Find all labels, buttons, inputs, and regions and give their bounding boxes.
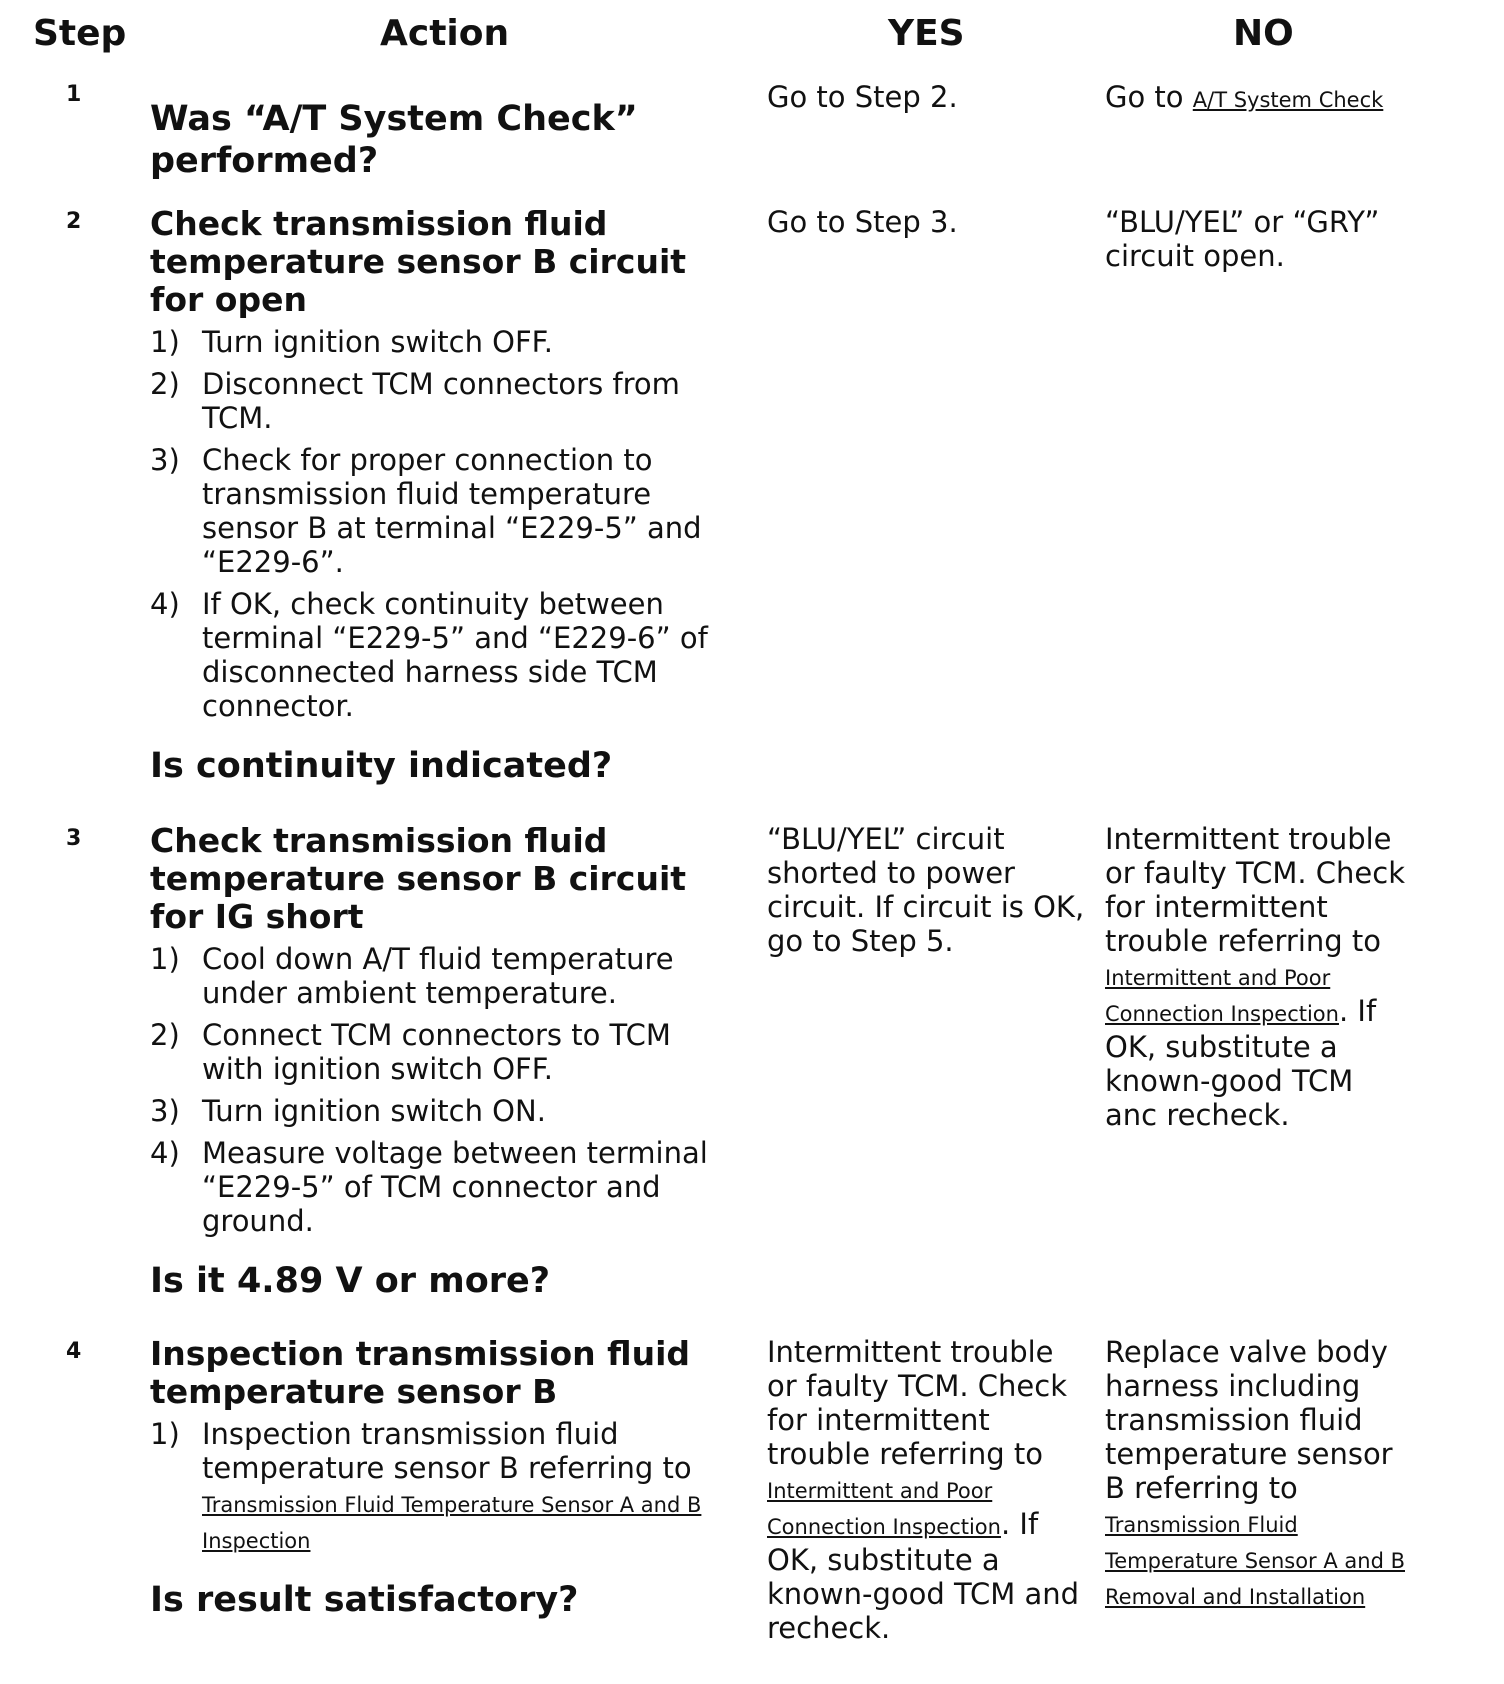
no-cell [1105, 822, 1413, 1132]
list-item: 4) If OK, check continuity between terminal “E229-5” and “E229-6” of disconnected harness side TCM connector. [150, 587, 708, 723]
action-title: Check transmission fluid temperature sensor B circuit for open [150, 204, 687, 319]
list-item: 2) Connect TCM connectors to TCM with ignition switch OFF. [150, 1018, 671, 1086]
procedure-list [150, 325, 740, 723]
action-cell [150, 205, 740, 787]
action-question: Is it 4.89 V or more? [150, 1261, 551, 1301]
intermittent-connection-link[interactable]: Intermittent and Poor Connection Inspection [1105, 966, 1339, 1026]
procedure-list [150, 1417, 740, 1557]
list-item: 3) Check for proper connection to transmission fluid temperature sensor B at terminal “E229-5” and “E229-6”. [150, 443, 702, 579]
step-number: 3 [66, 826, 82, 851]
yes-text: Intermittent trouble or faulty TCM. Check for intermittent trouble referring to [767, 1335, 1067, 1471]
header-no: NO [1233, 13, 1294, 54]
header-yes: YES [888, 13, 965, 54]
header-action: Action [380, 13, 510, 54]
action-cell [150, 98, 740, 182]
action-title: Check transmission fluid temperature sensor B circuit for IG short [150, 821, 687, 936]
no-text: Replace valve body harness including transmission fluid temperature sensor B referring to [1105, 1335, 1393, 1505]
header-step: Step [33, 13, 127, 54]
list-item: 4) Measure voltage between terminal “E229-5” of TCM connector and ground. [150, 1136, 708, 1238]
fluid-temp-sensor-removal-link[interactable]: Transmission Fluid Temperature Sensor A and B Removal and Installation [1105, 1513, 1405, 1609]
list-item: 1) Cool down A/T fluid temperature under ambient temperature. [150, 942, 674, 1010]
no-cell: “BLU/YEL” or “GRY” circuit open. [1105, 205, 1380, 273]
procedure-list [150, 942, 740, 1238]
action-cell [150, 1335, 740, 1621]
action-title: Inspection transmission fluid temperature sensor B [150, 1334, 691, 1411]
yes-cell: Go to Step 2. [767, 80, 958, 114]
action-title: Was “A/T System Check” performed? [150, 99, 638, 181]
yes-cell: “BLU/YEL” circuit shorted to power circuit. If circuit is OK, go to Step 5. [767, 822, 1085, 958]
step-number: 4 [66, 1339, 82, 1364]
list-item: 2) Disconnect TCM connectors from TCM. [150, 367, 680, 435]
action-cell [150, 822, 740, 1302]
list-item: 1) Inspection transmission fluid temperature sensor B referring to Transmission Fluid Temperature Sensor A and B Inspection [150, 1417, 702, 1553]
no-text: Intermittent trouble or faulty TCM. Check for intermittent trouble referring to [1105, 822, 1405, 958]
step-number: 2 [66, 209, 82, 234]
yes-text-after: . If OK, substitute a known-good TCM and recheck. [767, 1507, 1080, 1645]
action-question: Is result satisfactory? [150, 1580, 579, 1620]
yes-cell [767, 1335, 1092, 1645]
a-t-system-check-link[interactable]: A/T System Check [1192, 88, 1384, 112]
action-question: Is continuity indicated? [150, 746, 613, 786]
no-text: Go to [1105, 80, 1184, 114]
yes-cell: Go to Step 3. [767, 205, 958, 239]
list-item: 3) Turn ignition switch ON. [150, 1094, 546, 1128]
no-cell [1105, 80, 1413, 116]
step-number: 1 [66, 82, 82, 107]
no-text-after: . If OK, substitute a known-good TCM anc recheck. [1105, 994, 1377, 1132]
fluid-temp-sensor-inspection-link[interactable]: Transmission Fluid Temperature Sensor A and B Inspection [202, 1493, 702, 1553]
list-item: 1) Turn ignition switch OFF. [150, 325, 553, 359]
intermittent-connection-link[interactable]: Intermittent and Poor Connection Inspection [767, 1479, 1001, 1539]
no-cell [1105, 1335, 1413, 1613]
